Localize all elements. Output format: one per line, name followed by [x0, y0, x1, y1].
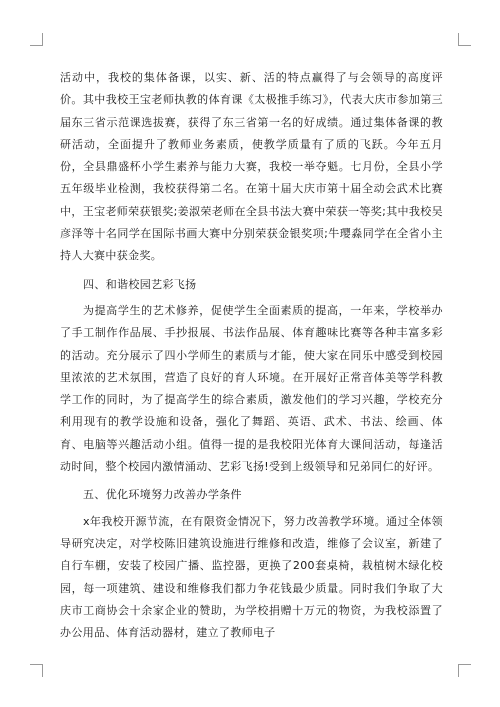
corner-mark-top-left	[30, 33, 43, 46]
paragraph-environment: x年我校开源节流，在有限资金情况下，努力改善教学环境。通过全体领导研究决定，对学校陈旧建筑设施进行维修和改造，维修了会议室，新建了自行车棚，安装了校园广播、监控器，更换了200套桌椅，栽植树木绿化校园，每一项建筑、建设和维修我们都力争花钱最少质量。同时我们争取了大庆市工商协会十余家企业的赞助，为学校捐赠十万元的物资，为我校添置了办公用品、体育活动器材，建立了教师电子	[60, 514, 443, 640]
paragraph-arts: 为提高学生的艺术修养，促使学生全面素质的提高，一年来，学校举办了手工制作作品展、手抄报展、书法作品展、体育趣味比赛等各种丰富多彩的活动。充分展示了四小学师生的素质与才能，使大家在同乐中感受到校园里浓浓的艺术氛围，营造了良好的育人环境。在开展好正常音体美等学科教学工作的同时，为了提高学生的综合素质，激发他们的学习兴趣，学校充分利用现有的教学设施和设备，强化了舞蹈、英语、武术、书法、绘画、体育、电脑等兴趣活动小组。值得一提的是我校阳光体育大课间活动，每逢活动时间，整个校园内激情涌动、艺彩飞扬!受到上级领导和兄弟同仁的好评。	[60, 303, 443, 474]
corner-mark-top-right	[458, 33, 471, 46]
section-heading-environment: 五、优化环境努力改善办学条件	[83, 488, 242, 502]
corner-mark-bottom-right	[458, 664, 471, 677]
document-body	[60, 67, 443, 644]
corner-mark-bottom-left	[30, 664, 43, 677]
section-heading-arts: 四、和谐校园艺彩飞扬	[83, 277, 197, 291]
paragraph-achievements: 活动中，我校的集体备课，以实、新、活的特点赢得了与会领导的高度评价。其中我校王宝老师执教的体育课《太极推手练习》，代表大庆市参加第三届东三省示范课选拔赛，获得了东三省第一名的好成绩。通过集体备课的教研活动，全面提升了教师业务素质，使教学质量有了质的飞跃。今年五月份，全县鼎盛杯小学生素养与能力大赛，我校一举夺魁。七月份，全县小学五年级毕业检测，我校获得第二名。在第十届大庆市第十届全动会武术比赛中，王宝老师荣获银奖;姜淑荣老师在全县书法大赛中荣获一等奖;其中我校吴彦泽等十名同学在国际书画大赛中分别荣获金银奖项;牛璎淼同学在全省小主持人大赛中获金奖。	[60, 71, 443, 263]
